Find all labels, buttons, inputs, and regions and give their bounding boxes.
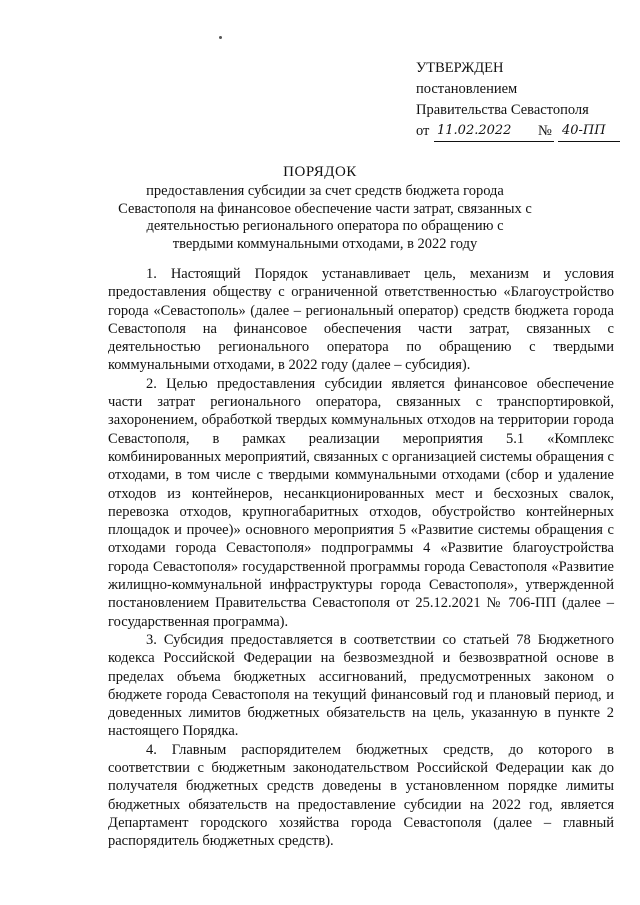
approval-line-resolution: постановлением: [416, 81, 518, 97]
approval-date-number-line: [416, 121, 624, 142]
approval-line-government: Правительства Севастополя: [416, 102, 589, 118]
paragraph-2: 2. Целью предоставления субсидии является финансовое обеспечение части затрат регионального оператора, связанных с транспортировкой, захоронением, обработкой твердых коммунальных отходов на территории города Севастополя, в рамках реализации мероприятия 5.1 «Комплекс комбинированных мероприятий, связанных с организацией системы обращения с отходами, в том числе с твердыми коммунальными отходами (сбор и удаление отходов из контейнеров, несанкционированных мест и бесхозных свалок, перевозка отходов, крупногабаритных отходов, обустройство контейнерных площадок и прочее)» основного мероприятия 5 «Развитие системы обращения с отходами города Севастополя» подпрограммы 4 «Развитие благоустройства города Севастополя» государственной программы города Севастополя «Развитие жилищно-коммунальной инфраструктуры города Севастополя», утвержденной постановлением Правительства Севастополя от 25.12.2021 № 706-ПП (далее – государственная программа).: [108, 375, 614, 630]
paragraph-1: 1. Настоящий Порядок устанавливает цель, механизм и условия предоставления обществу с ограниченной ответственностью «Благоустройство города «Севастополь» (далее – региональный оператор) средств бюджета города Севастополя на финансовое обеспечения части затрат, связанных с деятельностью регионального оператора по обращению с твердыми коммунальными отходами, в 2022 году (далее – субсидия).: [108, 266, 614, 374]
approval-stamp: [416, 58, 624, 142]
document-title: ПОРЯДОК: [283, 164, 357, 180]
approval-number-sign: №: [538, 123, 552, 139]
document-body: [108, 265, 614, 851]
scan-speck: [219, 36, 222, 39]
approval-date: 11.02.2022: [434, 121, 554, 142]
approval-number: 40-ПП: [558, 121, 620, 142]
paragraph-4: 4. Главным распорядителем бюджетных средств, до которого в соответствии с бюджетным законодательством Российской Федерации как до получателя бюджетных средств доведены в установленном порядке лимиты бюджетных обязательств на предоставление субсидии на 2022 год, является Департамент городского хозяйства города Севастополя (далее – главный распорядитель бюджетных средств).: [108, 741, 614, 850]
document-subtitle: предоставления субсидии за счет средств бюджета города Севастополя на финансовое обеспечение части затрат, связанных с деятельностью регионального оператора по обращению с твердыми коммунальными отходами, в 2022 году: [118, 183, 532, 252]
approval-heading: УТВЕРЖДЕН: [416, 60, 504, 76]
approval-date-prefix: от: [416, 123, 430, 139]
paragraph-3: 3. Субсидия предоставляется в соответствии со статьей 78 Бюджетного кодекса Российской Федерации на безвозмездной и безвозвратной основе в пределах объема бюджетных ассигнований, предусмотренных законом о бюджете города Севастополя на текущий финансовый год и плановый период, и доведенных лимитов бюджетных обязательств на цель, указанную в пункте 2 настоящего Порядка.: [108, 631, 614, 740]
